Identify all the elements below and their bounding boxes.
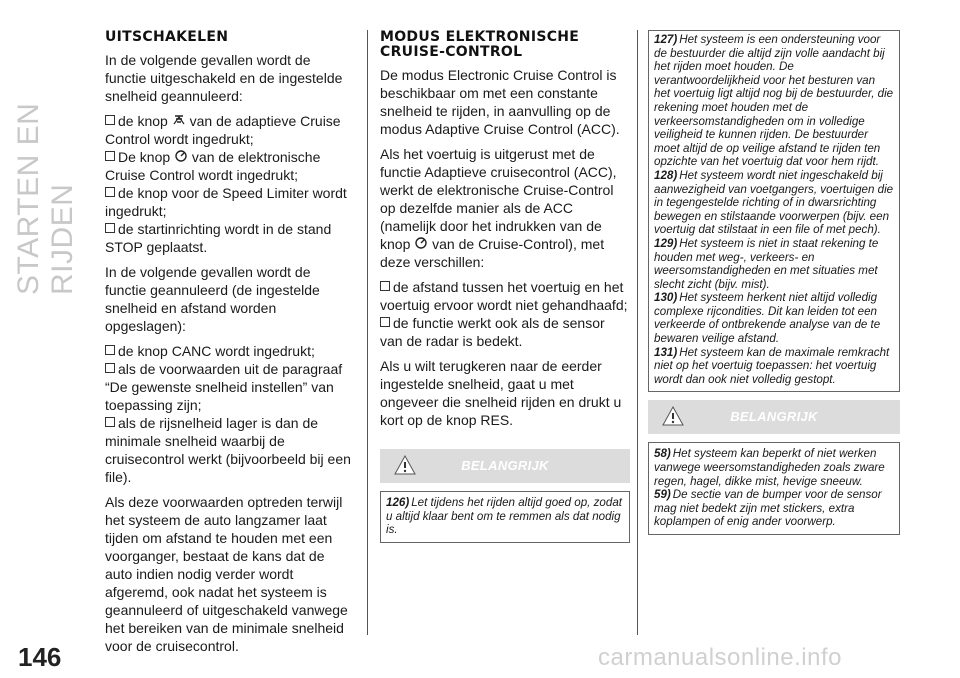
paragraph: De modus Electronic Cruise Control is beschikbaar om met een constante snelheid te rijden, in aanvulling op de modus Adaptive Cruise Control (ACC).	[380, 67, 620, 137]
bullet-item: als de voorwaarden uit de paragraaf “De gewenste snelheid instellen” van toepassing zijn;	[105, 361, 343, 413]
column-deactivation	[105, 30, 355, 662]
important-banner	[380, 449, 630, 483]
watermark: carmanualsonline.info	[598, 644, 842, 671]
column-divider	[637, 30, 638, 635]
note-item: 128) Het systeem wordt niet ingeschakeld bij aanwezigheid van voetgangers, voertuigen die in tegengestelde richting of in dwarsrichting bewegen en stilstaande voorwerpen (bijv. een voertuig dat stilstaat in een file of met pech).	[654, 168, 894, 237]
bullet-item: de functie werkt ook als de sensor van de radar is bedekt.	[380, 315, 605, 349]
column-electronic-cruise	[380, 30, 630, 543]
bullet-box-icon	[105, 223, 115, 233]
note-item: 59) De sectie van de bumper voor de sensor mag niet bedekt zijn met stickers, extra koplampen of enig ander voorwerp.	[654, 488, 882, 529]
note-number: 126)	[386, 496, 410, 509]
heading-deactivation: UITSCHAKELEN	[105, 29, 229, 45]
bullet-item: De knop van de elektronische Cruise Control wordt ingedrukt;	[105, 149, 321, 183]
speedometer-icon	[415, 237, 427, 249]
heading-electronic-cruise: MODUS ELEKTRONISCHE CRUISE-CONTROL	[380, 29, 580, 60]
note-box	[380, 491, 630, 543]
column-notes	[648, 30, 900, 535]
adaptive-cruise-icon	[173, 114, 185, 126]
bullet-box-icon	[105, 151, 115, 161]
bullet-box-icon	[380, 317, 390, 327]
bullet-box-icon	[105, 345, 115, 355]
page-number: 146	[18, 642, 62, 672]
speedometer-icon	[175, 150, 187, 162]
bullet-item: de afstand tussen het voertuig en het voertuig ervoor wordt niet gehandhaafd;	[380, 279, 628, 313]
paragraph: Als het voertuig is uitgerust met de functie Adaptieve cruisecontrol (ACC), werkt de elektronische Cruise-Control op dezelfde manier als de ACC (namelijk door het indrukken van de knop van de Cruise-Control), met deze verschillen:	[380, 146, 617, 270]
important-label: BELANGRIJK	[730, 409, 818, 425]
bullet-box-icon	[105, 417, 115, 427]
notes-box	[648, 30, 900, 392]
bullet-item: de knop CANC wordt ingedrukt;	[105, 342, 355, 360]
note-text: Let tijdens het rijden altijd goed op, zodat u altijd klaar bent om te remmen als dat nodig is.	[386, 496, 622, 537]
bullet-box-icon	[105, 115, 115, 125]
note-item: 127) Het systeem is een ondersteuning voor de bestuurder die altijd zijn volle aandacht bij het rijden moet houden. De verantwoordelijkheid voor het besturen van het voertuig ligt altijd nog bij de bestuurder, die rekening moet houden met de verkeersomstandigheden om in volledige veiligheid te kunnen rijden. De bestuurder moet altijd de op veilige afstand te rijden ten opzichte van het voertuig dat voor hem rijdt.	[654, 33, 894, 169]
bullet-item: de knop voor de Speed Limiter wordt ingedrukt;	[105, 185, 347, 219]
sidebar	[0, 0, 82, 678]
bullet-item: de knop van de adaptieve Cruise Control wordt ingedrukt;	[105, 113, 341, 147]
bullet-box-icon	[105, 363, 115, 373]
note-item: 58) Het systeem kan beperkt of niet werken vanwege weersomstandigheden zoals zware regen, hagel, dikke mist, hevige sneeuw.	[654, 447, 885, 488]
bullet-box-icon	[380, 281, 390, 291]
paragraph: Als u wilt terugkeren naar de eerder ingestelde snelheid, gaat u met ongeveer die snelheid rijden en drukt u kort op de knop RES.	[380, 358, 622, 428]
paragraph: In de volgende gevallen wordt de functie geannuleerd (de ingestelde snelheid en afstand worden opgeslagen):	[105, 264, 320, 334]
bullet-item: de startinrichting wordt in de stand STOP geplaatst.	[105, 221, 332, 255]
note-item: 131) Het systeem kan de maximale remkracht niet op het voertuig toepassen: het voertuig wordt dan ook niet volledig gestopt.	[654, 345, 890, 386]
note-item: 130) Het systeem herkent niet altijd volledig complexe rijcondities. Dit kan leiden tot een verkeerde of ontbrekende analyse van de te bewaren veilige afstand.	[654, 291, 881, 346]
important-banner	[648, 400, 900, 434]
paragraph: Als deze voorwaarden optreden terwijl het systeem de auto langzamer laat tijden om afstand te houden met een voorganger, bestaat de kans dat de auto indien nodig verder wordt afgeremd, ook nadat het systeem is geannuleerd of uitgeschakeld vanwege het bereiken van de minimale snelheid voor de cruisecontrol.	[105, 494, 348, 654]
bullet-item: als de rijsnelheid lager is dan de minimale snelheid waarbij de cruisecontrol werkt (bijvoorbeeld bij een file).	[105, 415, 351, 485]
paragraph: In de volgende gevallen wordt de functie uitgeschakeld en de ingestelde snelheid geannuleerd:	[105, 52, 343, 104]
bullet-box-icon	[105, 187, 115, 197]
column-divider	[367, 30, 368, 635]
note-item: 129) Het systeem is niet in staat rekening te houden met weg-, verkeers- en weersomstandigheden en met situaties met slecht zicht (bijv. mist).	[654, 236, 879, 291]
important-label: BELANGRIJK	[461, 458, 549, 473]
notes-box	[648, 442, 900, 535]
section-title: STARTEN EN RIJDEN	[12, 102, 79, 295]
